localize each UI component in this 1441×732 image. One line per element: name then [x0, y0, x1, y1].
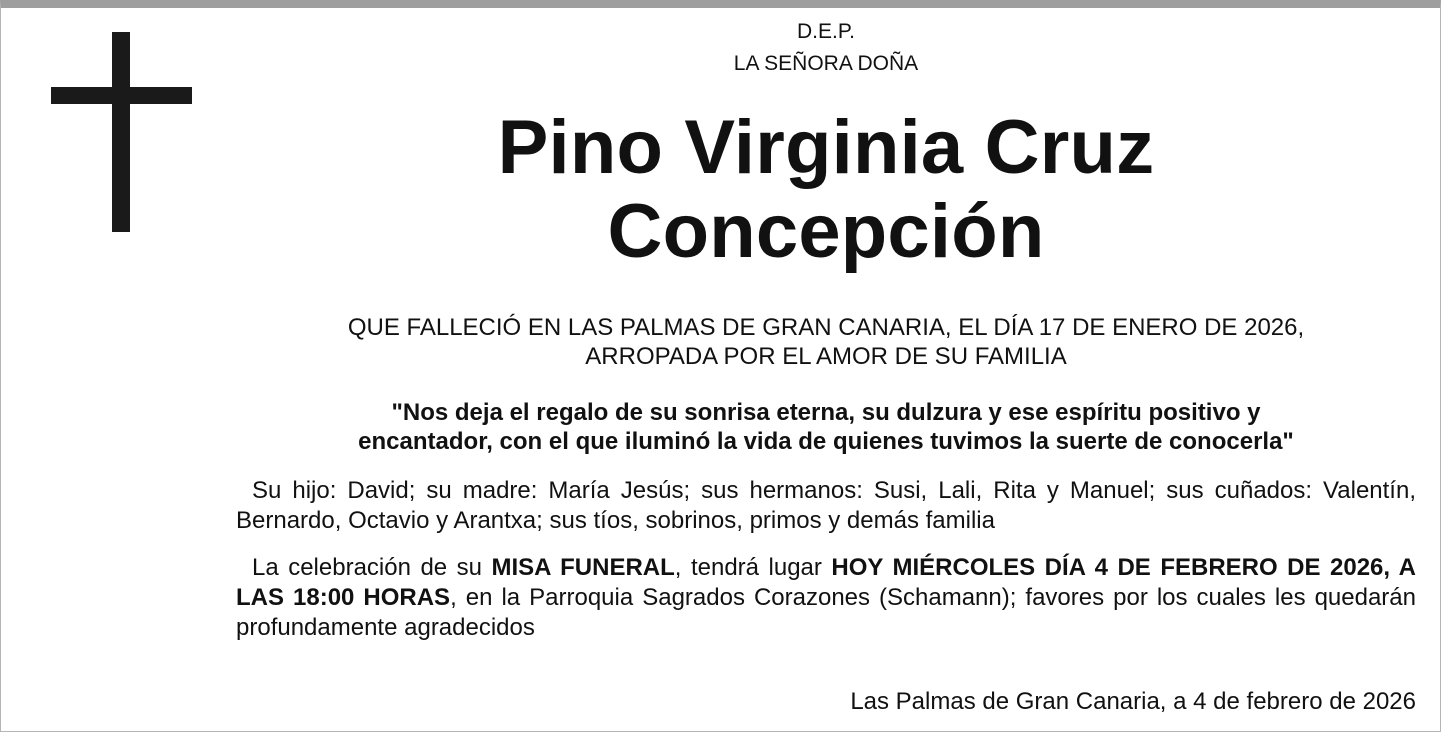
mass-event-name: MISA FUNERAL — [491, 554, 675, 581]
memorial-quote-line2: encantador, con el que iluminó la vida de quienes tuvimos la suerte de conocerla" — [358, 428, 1294, 455]
death-notice-line1: QUE FALLECIÓ EN LAS PALMAS DE GRAN CANARIA, EL DÍA 17 DE ENERO DE 2026, — [347, 314, 1305, 341]
mass-datetime: HOY MIÉRCOLES DÍA 4 DE FEBRERO DE 2026, A LAS 18:00 HORAS — [236, 554, 1417, 611]
deceased-name-line1: Pino Virginia Cruz — [497, 105, 1155, 190]
funeral-mass-paragraph — [236, 553, 1416, 643]
place-and-date: Las Palmas de Gran Canaria, a 4 de febrero de 2026 — [850, 688, 1416, 715]
memorial-quote-line1: "Nos deja el regalo de su sonrisa eterna, su dulzura y ese espíritu positivo y — [391, 399, 1261, 426]
dep-heading: D.E.P. — [797, 20, 855, 43]
death-notice-line2: ARROPADA POR EL AMOR DE SU FAMILIA — [585, 343, 1067, 370]
cross-vertical-bar — [112, 32, 130, 232]
family-paragraph: Su hijo: David; su madre: María Jesús; sus hermanos: Susi, Lali, Rita y Manuel; sus cuñados: Valentín, Bernardo, Octavio y Arantxa; sus tíos, sobrinos, primos y demás familia — [236, 477, 1416, 534]
death-notice — [236, 313, 1416, 371]
cross-horizontal-bar — [51, 87, 192, 104]
deceased-name-line2: Concepción — [607, 189, 1045, 274]
mass-text-middle: , tendrá lugar — [674, 554, 832, 581]
honorific-heading: LA SEÑORA DOÑA — [733, 52, 919, 75]
mass-text-intro: La celebración de su — [252, 554, 492, 581]
deceased-name — [236, 106, 1416, 274]
mass-text-end: , en la Parroquia Sagrados Corazones (Schamann); favores por los cuales les quedarán profundamente agradecidos — [236, 584, 1416, 641]
memorial-quote — [236, 398, 1416, 456]
